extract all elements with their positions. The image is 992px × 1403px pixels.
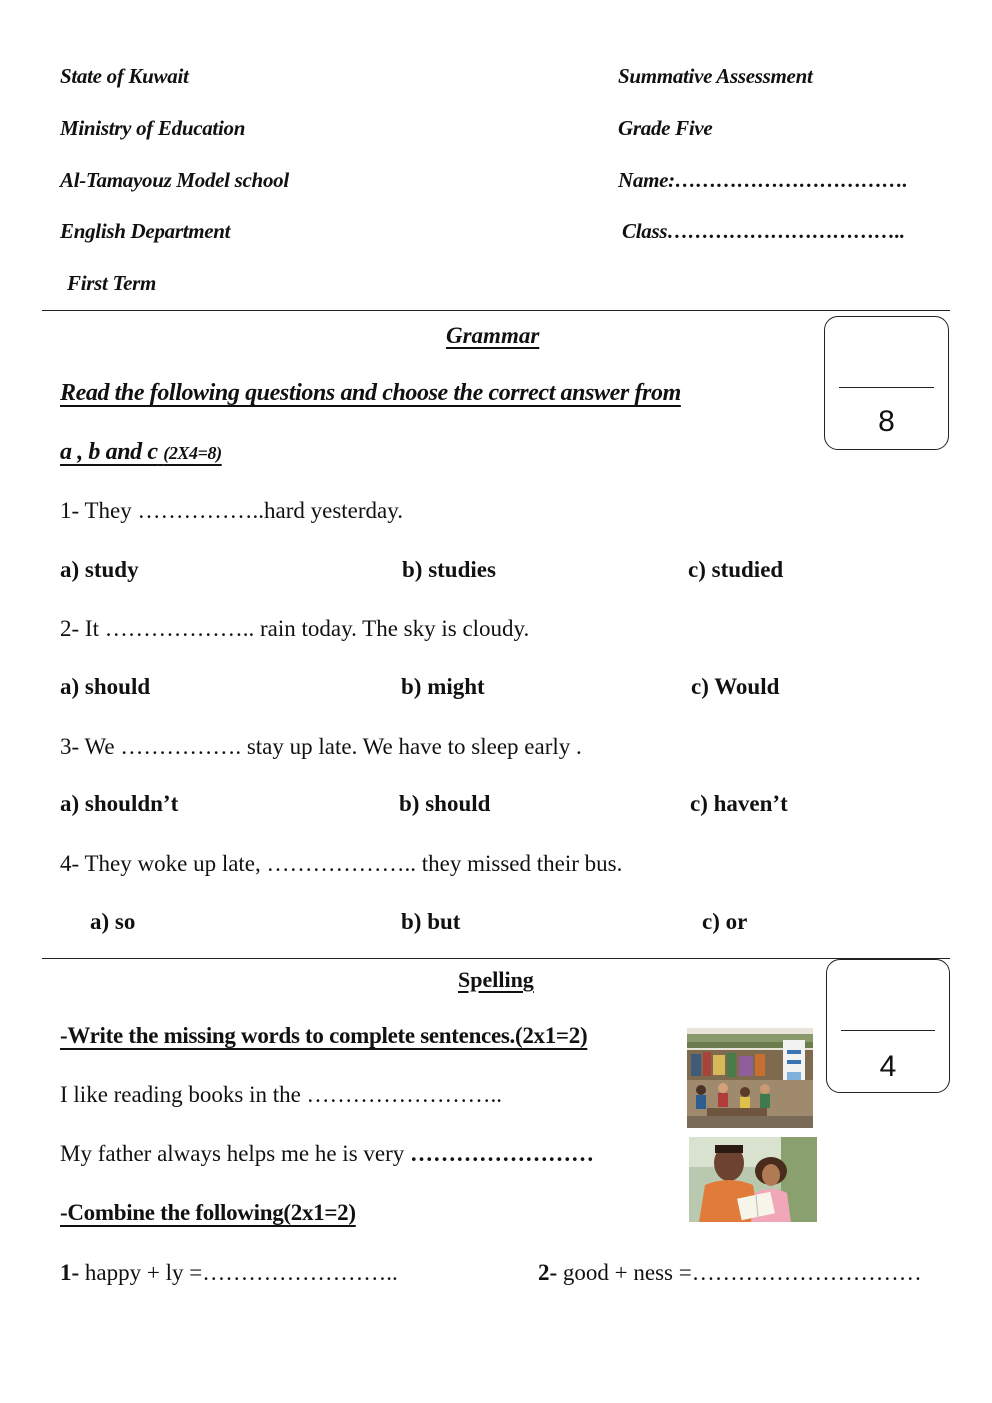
combine-2-text[interactable]: good + ness =………………………… — [557, 1260, 922, 1285]
spelling-score-box[interactable] — [826, 959, 950, 1093]
question-1: 1- They ……………..hard yesterday. — [60, 498, 404, 523]
q4-option-a[interactable]: a) so — [90, 909, 136, 934]
divider-middle — [42, 958, 950, 959]
grammar-instruction-line1: Read the following questions and choose the correct answer from — [60, 380, 681, 406]
father-daughter-illustration — [689, 1137, 817, 1222]
spelling-instruction-2: -Combine the following(2x1=2) — [60, 1200, 356, 1225]
spelling-title: Spelling — [458, 967, 534, 992]
q3-option-b[interactable]: b) should — [399, 791, 491, 816]
q1-option-c[interactable]: c) studied — [688, 557, 784, 582]
combine-1-number: 1- — [60, 1260, 80, 1285]
header-department: English Department — [60, 219, 231, 243]
q1-option-b[interactable]: b) studies — [402, 557, 496, 582]
header-assessment: Summative Assessment — [618, 64, 813, 88]
header-school: Al-Tamayouz Model school — [60, 168, 289, 192]
father-daughter-reading-photo — [689, 1137, 817, 1222]
marks-note: (2X4=8) — [163, 443, 222, 463]
library-photo-illustration — [687, 1028, 813, 1128]
q2-option-b[interactable]: b) might — [401, 674, 485, 699]
q1-option-a[interactable]: a) study — [60, 557, 139, 582]
combine-2-number: 2- — [538, 1260, 558, 1285]
q4-option-c[interactable]: c) or — [702, 909, 748, 934]
combine-item-1 — [60, 1260, 398, 1286]
spelling-score-total: 4 — [879, 1050, 897, 1083]
spelling-sentence-2 — [60, 1141, 594, 1167]
spelling-sentence-1: I like reading books in the …………………….. — [60, 1082, 503, 1107]
question-2: 2- It ……………….. rain today. The sky is cloudy. — [60, 616, 530, 641]
library-photo — [687, 1028, 813, 1128]
grammar-title: Grammar — [446, 323, 540, 348]
q2-option-c[interactable]: c) Would — [691, 674, 780, 699]
q3-option-c[interactable]: c) haven’t — [690, 791, 788, 816]
q2-option-a[interactable]: a) should — [60, 674, 151, 699]
q4-option-b[interactable]: b) but — [401, 909, 461, 934]
question-3: 3- We ……………. stay up late. We have to sleep early . — [60, 734, 582, 759]
combine-item-2 — [538, 1260, 922, 1286]
question-4: 4- They woke up late, ……………….. they missed their bus. — [60, 851, 623, 876]
q3-option-a[interactable]: a) shouldn’t — [60, 791, 179, 816]
grammar-instruction-line2 — [60, 439, 222, 466]
score-line — [839, 387, 934, 388]
header-ministry: Ministry of Education — [60, 116, 246, 140]
instruction-abc: a , b and c — [60, 439, 158, 465]
combine-1-text[interactable]: happy + ly =…………………….. — [79, 1260, 398, 1285]
class-field[interactable]: Class…………………………….. — [622, 219, 905, 243]
sentence-2-blank[interactable]: …………………… — [410, 1141, 595, 1166]
header-state: State of Kuwait — [60, 64, 189, 88]
sentence-2-text: My father always helps me he is very — [60, 1141, 411, 1166]
spelling-instruction-1: -Write the missing words to complete sentences.(2x1=2) — [60, 1023, 588, 1048]
header-term: First Term — [67, 271, 156, 295]
score-line — [841, 1030, 935, 1031]
grammar-score-total: 8 — [878, 405, 895, 438]
grammar-score-box[interactable] — [824, 316, 949, 450]
divider-top — [42, 310, 950, 311]
header-grade: Grade Five — [618, 116, 713, 140]
name-field[interactable]: Name:……………………………. — [618, 168, 908, 192]
